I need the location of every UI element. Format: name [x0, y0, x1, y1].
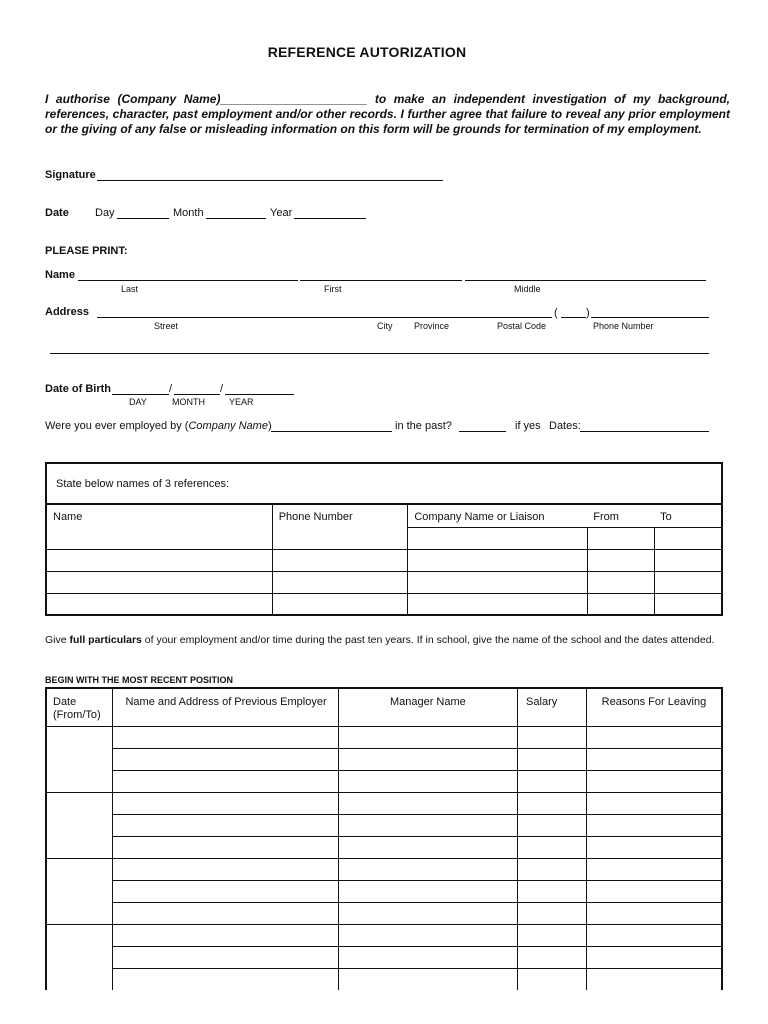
address-second-line[interactable]: [50, 353, 709, 354]
date-year-field[interactable]: [294, 218, 366, 219]
address-field[interactable]: [97, 317, 552, 318]
address-phone-caption: Phone Number: [593, 321, 654, 331]
table-row[interactable]: [46, 748, 722, 770]
table-row[interactable]: [46, 902, 722, 924]
employed-ifyes-label: if yes: [515, 420, 541, 432]
table-row[interactable]: [46, 968, 722, 990]
authorization-statement: I authorise (Company Name)______________________ to make an independent investigation of my background, references, character, past employment and/or other records. I further agree that failure to reveal any prior employment or the giving of any false or misleading information on this form will be grounds for termination of my employment.: [45, 92, 730, 136]
emp-col-date: Date (From/To): [46, 688, 113, 726]
table-row[interactable]: [46, 880, 722, 902]
employed-past-label: in the past?: [395, 420, 452, 432]
dob-sep-1: /: [169, 383, 173, 395]
dob-day-field[interactable]: [112, 394, 169, 395]
signature-label: Signature: [45, 169, 96, 181]
ref-col-to: To: [654, 504, 722, 527]
table-row[interactable]: [46, 858, 722, 880]
ref-col-company: Company Name or Liaison: [408, 504, 587, 527]
dob-sep-2: /: [220, 383, 224, 395]
table-row[interactable]: [46, 924, 722, 946]
ref-col-from: From: [587, 504, 654, 527]
name-first-caption: First: [324, 284, 342, 294]
references-heading: State below names of 3 references:: [46, 463, 722, 504]
table-row[interactable]: [46, 814, 722, 836]
address-postal-caption: Postal Code: [497, 321, 547, 331]
ref-col-phone: Phone Number: [272, 504, 408, 549]
employed-company-field[interactable]: [271, 431, 392, 432]
dob-year-caption: YEAR: [229, 397, 254, 407]
name-middle-caption: Middle: [514, 284, 541, 294]
employment-table: [45, 687, 723, 990]
name-label: Name: [45, 269, 75, 281]
dob-year-field[interactable]: [225, 394, 294, 395]
phone-number-field[interactable]: [591, 317, 709, 318]
date-year-label: Year: [270, 207, 293, 219]
employed-dates-label: Dates:: [549, 420, 581, 432]
address-province-caption: Province: [414, 321, 450, 331]
emp-col-salary: Salary: [518, 688, 587, 726]
references-table: [45, 462, 723, 616]
employed-dates-field[interactable]: [580, 431, 709, 432]
employed-question: Were you ever employed by (Company Name): [45, 420, 272, 432]
date-day-field[interactable]: [117, 218, 169, 219]
dob-month-field[interactable]: [174, 394, 220, 395]
emp-col-manager: Manager Name: [338, 688, 517, 726]
dob-label: Date of Birth: [45, 383, 111, 395]
table-row[interactable]: [46, 770, 722, 792]
table-row[interactable]: [46, 571, 722, 593]
table-row[interactable]: [46, 792, 722, 814]
phone-paren-open: (: [554, 307, 558, 319]
name-last-caption: Last: [121, 284, 139, 294]
name-middle-field[interactable]: [465, 280, 706, 281]
dob-month-caption: MONTH: [172, 397, 205, 407]
address-city-caption: City: [377, 321, 393, 331]
form-title: REFERENCE AUTORIZATION: [267, 44, 467, 60]
table-row[interactable]: [46, 549, 722, 571]
table-row[interactable]: [46, 946, 722, 968]
name-first-field[interactable]: [300, 280, 462, 281]
employed-answer-field[interactable]: [459, 431, 506, 432]
address-label: Address: [45, 306, 90, 318]
date-month-field[interactable]: [206, 218, 266, 219]
date-month-label: Month: [173, 207, 204, 219]
table-row[interactable]: [46, 593, 722, 615]
ref-col-name: Name: [46, 504, 272, 549]
signature-field[interactable]: [97, 180, 443, 181]
table-row[interactable]: [46, 726, 722, 748]
please-print-label: PLEASE PRINT:: [45, 245, 128, 257]
phone-paren-close: ): [586, 307, 590, 319]
begin-recent-label: BEGIN WITH THE MOST RECENT POSITION: [45, 675, 234, 685]
particulars-instructions: Give full particulars of your employment and/or time during the past ten years. If in school, give the name of the school and the dates attended.: [45, 634, 715, 646]
phone-area-field[interactable]: [561, 317, 586, 318]
dob-day-caption: DAY: [129, 397, 147, 407]
emp-col-employer: Name and Address of Previous Employer: [113, 688, 338, 726]
date-label: Date: [45, 207, 69, 219]
address-street-caption: Street: [154, 321, 179, 331]
emp-col-reasons: Reasons For Leaving: [586, 688, 722, 726]
date-day-label: Day: [95, 207, 115, 219]
table-row[interactable]: [46, 836, 722, 858]
name-last-field[interactable]: [78, 280, 298, 281]
